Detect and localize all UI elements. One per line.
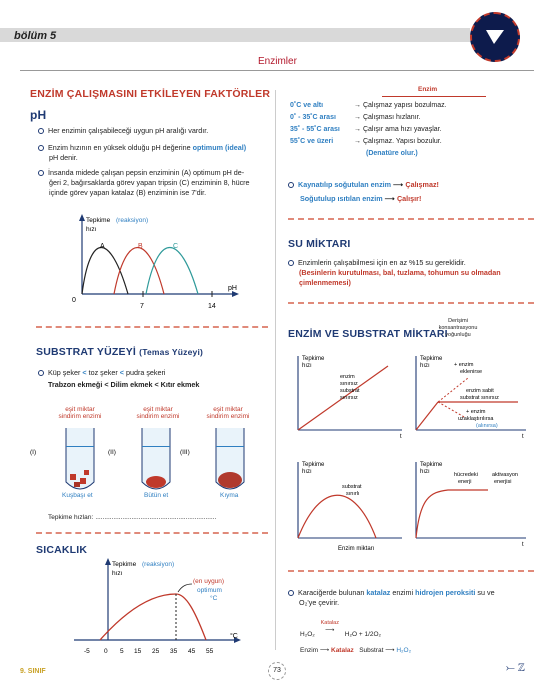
temp-chart-ylabel: Tepkime (112, 561, 137, 568)
bullet-icon (38, 128, 44, 134)
g1-ylabel2: hızı (302, 363, 312, 369)
surface-heading: SUBSTRAT YÜZEYİ (Temas Yüzeyi) (36, 346, 204, 358)
section-divider (36, 532, 268, 534)
temp-chart-ylabel-paren: (reaksiyon) (142, 561, 175, 568)
curve-b (114, 248, 164, 295)
ph-heading: pH (30, 108, 47, 122)
g1-ylabel: Tepkime (302, 356, 325, 362)
g2-annot: + enzim (454, 362, 474, 368)
water-bullet: Enzimlerin çalışabilmesi için en az %15 su gereklidir. (Besinlerin kurutulması, bal, tuzlama, tohumun su olmadan çimlenmemesi) (288, 258, 538, 288)
rate-line: Tepkime hızları: ................................................................... (48, 514, 217, 521)
section-divider (288, 218, 534, 220)
tube-1-label: Kuşbaşı et (62, 492, 93, 499)
ph-bullet-3: İnsanda midede çalışan pepsin enziminin (A) optimum pH de- ğeri 2, bağırsaklarda görev yapan tripsin (C) enziminin 8, hücre içinde görev yapan katalaz (B) enziminin ise 7'dir. (38, 168, 270, 198)
enzyme-underline (382, 96, 486, 97)
substrate-heading-note: Derişimi konsantrasyonu yoğunluğu (438, 318, 478, 338)
tube-1 (66, 428, 94, 489)
tube-1-roman: (I) (30, 449, 37, 456)
temp-tick: 0 (104, 648, 108, 655)
logo-arrow-icon (472, 14, 518, 60)
temp-effects-list (290, 100, 540, 160)
g2-annot: enzim sabit (466, 388, 494, 394)
g2-annot: + enzim (466, 409, 486, 415)
page-title: Enzimler (258, 56, 297, 67)
section-divider (288, 570, 534, 572)
temp-row: 55˚C ve üzeri → Çalışmaz. Yapısı bozulur. (290, 138, 442, 145)
ph-tick-14: 14 (208, 303, 216, 310)
tube-3-roman: (III) (180, 449, 190, 456)
tube-1-caption: eşit miktar sindirim enzimi (58, 406, 102, 420)
section-divider (36, 326, 268, 328)
section-divider (288, 302, 534, 304)
g2-ylabel: Tepkime (420, 356, 443, 362)
g1-annot: sınırsız (340, 395, 358, 401)
g2-annot: substrat sınırsız (460, 395, 499, 401)
ph-chart-ylabel-paren: (reaksiyon) (116, 217, 149, 224)
chapter-bar (0, 28, 470, 42)
temp-tick: 45 (188, 648, 196, 655)
ph-tick-7: 7 (140, 303, 144, 310)
cold-bullet-1: Kaynatılıp soğutulan enzim ⟶ Çalışmaz! (288, 180, 538, 190)
ph-chart-ylabel: Tepkime (86, 217, 111, 224)
catalase-bullet: Karaciğerde bulunan katalaz enzimi hidrojen peroksiti su ve O₂'ye çevirir. (288, 588, 538, 608)
g4-ylabel2: hızı (420, 469, 430, 475)
g3-ylabel: Tepkime (302, 462, 325, 468)
temp-tick: 5 (120, 648, 124, 655)
tube-3 (216, 428, 244, 489)
g4-annot: hücredeki (454, 472, 478, 478)
g1-annot: sınırsız (340, 381, 358, 387)
g3-annot: substrat (342, 484, 362, 490)
g2-annot: (alınırsa) (476, 423, 498, 429)
chapter-label: bölüm 5 (14, 30, 57, 42)
substrate-graph-2 (408, 352, 534, 440)
axis-t-label: t (400, 434, 402, 440)
temp-annot-3: °C (210, 595, 218, 602)
bullet-icon (38, 145, 44, 151)
g2-annot: eklenirse (460, 369, 483, 375)
g4-annot: enerjisi (494, 479, 512, 485)
curve-c (146, 248, 198, 295)
temp-tick: 25 (152, 648, 160, 655)
ph-bullet-1: Her enzimin çalışabileceği uygun pH aralığı vardır. (38, 126, 268, 136)
equation-1: H₂O₂ Katalaz ⟶ H₂O + 1/2O₂ (300, 620, 382, 638)
g4-ylabel: Tepkime (420, 462, 443, 468)
temp-row: 35˚ - 55˚C arası → Çalışır ama hızı yavaşlar. (290, 126, 442, 133)
bullet-icon (38, 370, 44, 376)
curve-a (82, 248, 128, 295)
curve-b-label: B (138, 243, 143, 250)
equation-2: Enzim ⟶ Katalaz Substrat ⟶ H₂O₂ (300, 647, 412, 654)
ph-tick-0: 0 (72, 297, 76, 304)
bullet-icon (38, 170, 44, 176)
grade-label: 9. SINIF (20, 668, 46, 675)
tube-2-caption: eşit miktar sindirim enzimi (136, 406, 180, 420)
temp-chart-xlabel: °C (230, 633, 238, 640)
g3-annot: sınırlı (346, 491, 360, 497)
enzyme-label: Enzim (418, 86, 438, 93)
temp-annot-2: optimum (197, 587, 222, 594)
ph-chart-xlabel: pH (228, 285, 237, 292)
temp-heading: SICAKLIK (36, 544, 88, 556)
surface-line-2: Trabzon ekmeği < Dilim ekmek < Kıtır ekmek (48, 380, 200, 389)
tube-2 (142, 428, 170, 489)
bullet-icon (288, 590, 294, 596)
substrate-graph-1 (290, 352, 408, 440)
g2-annot: uzaklaştırılırsa (458, 416, 494, 422)
g1-annot: substrat (340, 388, 360, 394)
axis-t-label: t (522, 542, 524, 548)
tube-2-roman: (II) (108, 449, 116, 456)
temp-row: 0˚C ve altı → Çalışmaz yapısı bozulmaz. (290, 102, 447, 109)
bullet-icon (288, 260, 294, 266)
tube-3-caption: eşit miktar sindirim enzimi (206, 406, 250, 420)
bullet-icon (288, 182, 294, 188)
cold-bullet-2: Soğutulup ısıtılan enzim ⟶ Çalışır! (300, 194, 422, 203)
page-number: 73 (268, 662, 286, 680)
substrate-graph-4 (408, 458, 534, 548)
ph-chart-ylabel2: hızı (86, 226, 97, 233)
column-divider (275, 90, 276, 650)
temp-chart (60, 556, 260, 660)
curve-c-label: C (173, 243, 179, 250)
denature-note: (Denatüre olur.) (366, 150, 418, 157)
temp-tick: -5 (84, 648, 90, 655)
temp-tick: 15 (134, 648, 142, 655)
temp-chart-ylabel2: hızı (112, 570, 123, 577)
tube-2-label: Bütün et (144, 492, 169, 499)
ph-chart (56, 212, 266, 312)
substrate-heading: ENZİM VE SUBSTRAT MİKTARI (288, 328, 448, 340)
factors-heading: ENZİM ÇALIŞMASINI ETKİLEYEN FAKTÖRLER (30, 88, 271, 100)
ph-bullet-2: Enzim hızının en yüksek olduğu pH değerine optimum (ideal) pH denir. (38, 143, 268, 163)
temp-tick: 35 (170, 648, 178, 655)
temp-curve (100, 594, 206, 640)
g2-ylabel2: hızı (420, 363, 430, 369)
temp-annot-1: (en uygun) (193, 578, 225, 585)
temp-tick: 55 (206, 648, 214, 655)
publisher-logo (470, 12, 520, 62)
g4-annot: enerji (458, 479, 472, 485)
substrate-graph-3 (290, 458, 408, 554)
g3-ylabel2: hızı (302, 469, 312, 475)
title-rule (20, 70, 534, 71)
g1-annot: enzim (340, 374, 355, 380)
curve-a-label: A (100, 243, 105, 250)
g4-annot: aktivasyon (492, 472, 518, 478)
publisher-mark-icon: ⤚ ℤ (506, 662, 525, 674)
tubes-figure (30, 424, 270, 502)
temp-row: 0˚ - 35˚C arası → Çalışması hızlanır. (290, 114, 421, 121)
g3-xlabel: Enzim miktarı (338, 546, 375, 552)
water-heading: SU MİKTARI (288, 238, 351, 250)
tube-3-label: Kıyma (220, 492, 239, 499)
surface-line-1: Küp şeker < toz şeker < pudra şekeri (38, 368, 268, 378)
axis-t-label: t (522, 434, 524, 440)
